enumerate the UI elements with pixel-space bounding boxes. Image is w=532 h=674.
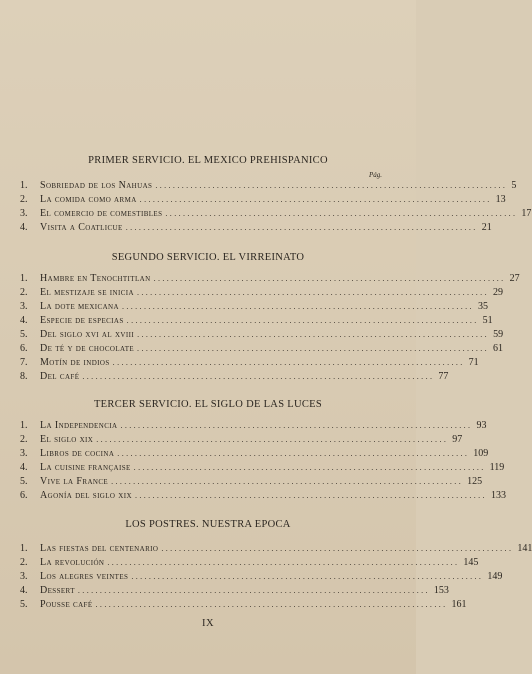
entry-number: 4. bbox=[20, 315, 28, 326]
toc-entry bbox=[20, 476, 483, 489]
entry-title: Libros de cocina bbox=[40, 448, 115, 459]
toc-entry bbox=[20, 180, 517, 193]
entry-page: 5 bbox=[511, 180, 517, 191]
entry-title: La comida como arma bbox=[40, 194, 137, 205]
toc-entry bbox=[20, 287, 503, 300]
entry-number: 7. bbox=[20, 357, 28, 368]
dot-leader: ................................................................................ bbox=[139, 195, 492, 204]
entry-page: 21 bbox=[481, 222, 492, 233]
entry-number: 3. bbox=[20, 571, 28, 582]
toc-entry bbox=[20, 329, 504, 342]
entry-number: 2. bbox=[20, 557, 28, 568]
entry-number: 2. bbox=[20, 194, 28, 205]
entry-page: 77 bbox=[438, 371, 449, 382]
entry-title: Vive la France bbox=[40, 476, 109, 487]
entry-title: La cuisine française bbox=[40, 462, 131, 473]
entry-page: 17 bbox=[521, 208, 532, 219]
toc-entry bbox=[20, 357, 479, 370]
dot-leader: ................................................................................ bbox=[126, 316, 479, 325]
entry-page: 149 bbox=[487, 571, 503, 582]
entry-title: De té y de chocolate bbox=[40, 343, 135, 354]
toc-entry bbox=[20, 343, 504, 356]
toc-entry bbox=[20, 273, 520, 286]
dot-leader: ................................................................................ bbox=[96, 435, 449, 444]
section-title-tercer-servicio: TERCER SERVICIO. EL SIGLO DE LAS LUCES bbox=[93, 399, 323, 410]
dot-leader: ................................................................................ bbox=[125, 223, 478, 232]
toc-entry bbox=[20, 208, 532, 221]
entry-page: 13 bbox=[495, 194, 506, 205]
entry-number: 8. bbox=[20, 371, 28, 382]
dot-leader: ................................................................................ bbox=[95, 600, 448, 609]
entry-page: 119 bbox=[489, 462, 505, 473]
entry-title: Los alegres veintes bbox=[40, 571, 129, 582]
entry-number: 1. bbox=[20, 273, 28, 284]
toc-entry bbox=[20, 371, 449, 384]
entry-title: La Independencia bbox=[40, 420, 118, 431]
entry-title: Sobriedad de los Nahuas bbox=[40, 180, 153, 191]
entry-page: 35 bbox=[477, 301, 488, 312]
dot-leader: ................................................................................ bbox=[161, 544, 514, 553]
toc-entry bbox=[20, 222, 492, 235]
toc-entry bbox=[20, 599, 467, 612]
section-title-primer-servicio: PRIMER SERVICIO. EL MEXICO PREHISPANICO bbox=[88, 155, 328, 166]
toc-entry bbox=[20, 434, 463, 447]
entry-page: 71 bbox=[468, 357, 479, 368]
page-number: IX bbox=[201, 618, 215, 629]
toc-entry bbox=[20, 462, 505, 475]
entry-title: Dessert bbox=[40, 585, 75, 596]
entry-page: 125 bbox=[467, 476, 483, 487]
entry-number: 4. bbox=[20, 585, 28, 596]
entry-number: 5. bbox=[20, 476, 28, 487]
section-title-segundo-servicio: SEGUNDO SERVICIO. EL VIRREINATO bbox=[111, 252, 305, 263]
entry-number: 4. bbox=[20, 222, 28, 233]
entry-page: 133 bbox=[490, 490, 506, 501]
entry-title: Visita a Coatlicue bbox=[40, 222, 123, 233]
entry-page: 51 bbox=[482, 315, 493, 326]
dot-leader: ................................................................................ bbox=[82, 372, 435, 381]
dot-leader: ................................................................................ bbox=[133, 463, 486, 472]
dot-leader: ................................................................................ bbox=[153, 274, 506, 283]
entry-page: 161 bbox=[451, 599, 467, 610]
toc-entry bbox=[20, 301, 488, 314]
dot-leader: ................................................................................ bbox=[77, 586, 430, 595]
entry-number: 1. bbox=[20, 543, 28, 554]
toc-entry bbox=[20, 420, 487, 433]
entry-title: El mestizaje se inicia bbox=[40, 287, 134, 298]
entry-page: 59 bbox=[493, 329, 504, 340]
dot-leader: ................................................................................ bbox=[112, 358, 465, 367]
entry-title: La revolución bbox=[40, 557, 105, 568]
entry-number: 2. bbox=[20, 287, 28, 298]
entry-title: Del siglo xvi al xviii bbox=[40, 329, 135, 340]
dot-leader: ................................................................................ bbox=[131, 572, 484, 581]
entry-page: 141 bbox=[517, 543, 532, 554]
dot-leader: ................................................................................ bbox=[120, 421, 473, 430]
entry-title: Del café bbox=[40, 371, 80, 382]
page-column-label: Pág. bbox=[368, 171, 382, 179]
dot-leader: ................................................................................ bbox=[134, 491, 487, 500]
toc-entry bbox=[20, 571, 503, 584]
entry-page: 145 bbox=[463, 557, 479, 568]
entry-number: 6. bbox=[20, 343, 28, 354]
entry-number: 3. bbox=[20, 301, 28, 312]
toc-entry bbox=[20, 543, 532, 556]
toc-entry bbox=[20, 557, 479, 570]
entry-number: 2. bbox=[20, 434, 28, 445]
entry-number: 3. bbox=[20, 208, 28, 219]
entry-number: 4. bbox=[20, 462, 28, 473]
entry-page: 61 bbox=[493, 343, 504, 354]
dot-leader: ................................................................................ bbox=[136, 288, 489, 297]
entry-title: Especie de especias bbox=[40, 315, 124, 326]
entry-number: 1. bbox=[20, 420, 28, 431]
entry-title: Motín de indios bbox=[40, 357, 110, 368]
entry-page: 93 bbox=[476, 420, 487, 431]
toc-entry bbox=[20, 315, 493, 328]
dot-leader: ................................................................................ bbox=[117, 449, 470, 458]
entry-title: El comercio de comestibles bbox=[40, 208, 163, 219]
entry-page: 27 bbox=[509, 273, 520, 284]
entry-title: Las fiestas del centenario bbox=[40, 543, 159, 554]
dot-leader: ................................................................................ bbox=[121, 302, 474, 311]
entry-number: 6. bbox=[20, 490, 28, 501]
dot-leader: ................................................................................ bbox=[137, 344, 490, 353]
toc-entry bbox=[20, 194, 506, 207]
section-title-los-postres: LOS POSTRES. NUESTRA EPOCA bbox=[125, 519, 291, 530]
toc-entry bbox=[20, 585, 449, 598]
dot-leader: ................................................................................ bbox=[107, 558, 460, 567]
entry-page: 109 bbox=[473, 448, 489, 459]
toc-entry bbox=[20, 490, 506, 503]
entry-number: 5. bbox=[20, 599, 28, 610]
entry-title: Pousse café bbox=[40, 599, 93, 610]
dot-leader: ................................................................................ bbox=[137, 330, 490, 339]
toc-entry bbox=[20, 448, 489, 461]
entry-page: 29 bbox=[492, 287, 503, 298]
dot-leader: ................................................................................ bbox=[165, 209, 518, 218]
entry-title: La dote mexicana bbox=[40, 301, 119, 312]
entry-number: 1. bbox=[20, 180, 28, 191]
entry-title: Hambre en Tenochtitlan bbox=[40, 273, 151, 284]
dot-leader: ................................................................................ bbox=[111, 477, 464, 486]
entry-title: Agonía del siglo xix bbox=[40, 490, 132, 501]
entry-number: 5. bbox=[20, 329, 28, 340]
entry-number: 3. bbox=[20, 448, 28, 459]
entry-page: 97 bbox=[452, 434, 463, 445]
dot-leader: ................................................................................ bbox=[155, 181, 508, 190]
entry-title: El siglo xix bbox=[40, 434, 94, 445]
entry-page: 153 bbox=[433, 585, 449, 596]
